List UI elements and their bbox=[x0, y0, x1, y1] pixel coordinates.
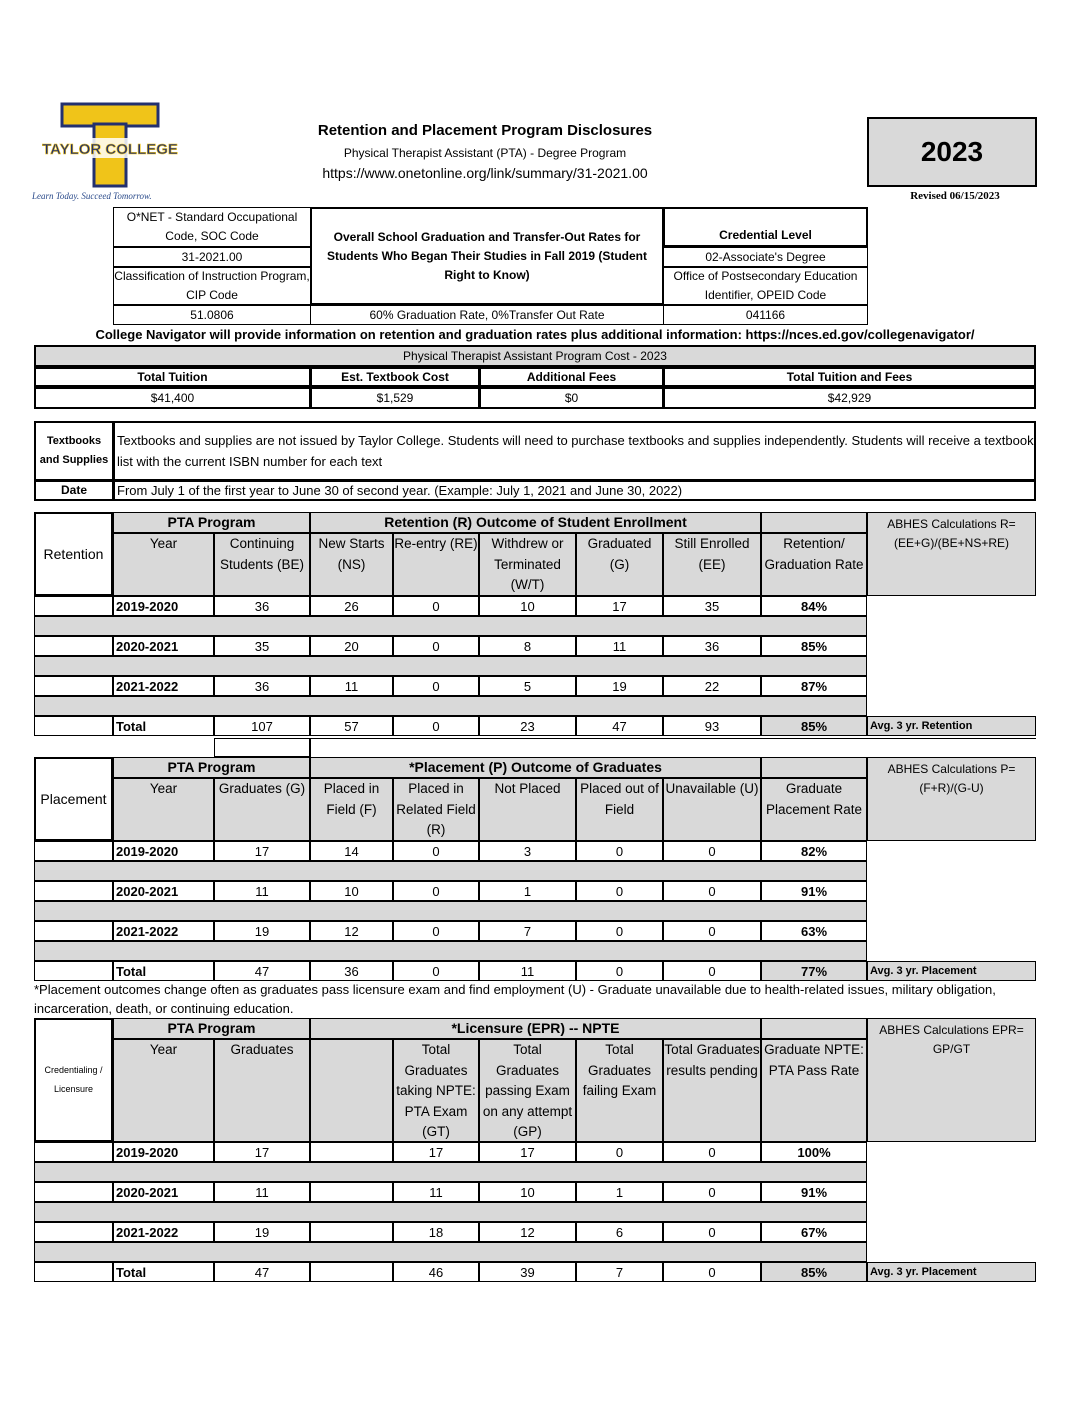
abhes-calculation: ABHES Calculations P=(F+R)/(G-U) bbox=[867, 757, 1036, 841]
page-subtitle: Physical Therapist Assistant (PTA) - Degree Program bbox=[343, 146, 627, 160]
soc-label: O*NET - Standard Occupational Code, SOC Code bbox=[113, 207, 311, 247]
data-cell bbox=[310, 1222, 393, 1242]
data-cell: 36 bbox=[214, 676, 310, 696]
row-year: 2020-2021 bbox=[113, 1182, 214, 1202]
row-year: Total bbox=[113, 716, 214, 736]
textbooks-label: Textbooks and Supplies bbox=[34, 421, 114, 481]
soc-value: 31-2021.00 bbox=[113, 247, 311, 267]
data-cell: 0 bbox=[576, 921, 663, 941]
data-cell: 85% bbox=[761, 636, 867, 656]
data-cell: 0 bbox=[663, 1182, 761, 1202]
row-spacer bbox=[34, 1182, 113, 1202]
data-cell: 23 bbox=[479, 716, 576, 736]
credential-label: Credential Level bbox=[663, 207, 868, 247]
column-header: Graduate NPTE: PTA Pass Rate bbox=[761, 1039, 867, 1142]
column-header: Total Graduates taking NPTE: PTA Exam (GT) bbox=[393, 1039, 479, 1142]
grad-rate-value: 60% Graduation Rate, 0%Transfer Out Rate bbox=[310, 305, 664, 325]
row-spacer bbox=[34, 596, 113, 616]
cip-label: Classification of Instruction Program, CIP Code bbox=[113, 267, 311, 305]
column-header: Year bbox=[113, 533, 214, 596]
data-cell: 47 bbox=[214, 1262, 310, 1282]
logo-text: TAYLOR COLLEGE bbox=[42, 141, 178, 158]
placement-footnote: *Placement outcomes change often as graduates pass licensure exam and find employment (U) - Graduate unavailable due to health-related issues, military obligation, incarceration, death, or continuing education. bbox=[34, 982, 996, 1016]
row-spacer bbox=[34, 676, 113, 696]
cost-value: $42,929 bbox=[663, 387, 1036, 409]
column-header: Placed out of Field bbox=[576, 778, 663, 841]
data-cell: 26 bbox=[310, 596, 393, 616]
row-year: 2021-2022 bbox=[113, 676, 214, 696]
row-spacer bbox=[34, 841, 113, 861]
data-cell: 47 bbox=[576, 716, 663, 736]
data-cell: 5 bbox=[479, 676, 576, 696]
data-cell: 10 bbox=[479, 1182, 576, 1202]
data-cell: 85% bbox=[761, 716, 867, 736]
data-cell: 14 bbox=[310, 841, 393, 861]
data-cell: 0 bbox=[663, 961, 761, 981]
separator-row bbox=[34, 861, 867, 881]
blank-header-cell bbox=[761, 1018, 867, 1039]
data-cell: 0 bbox=[663, 1142, 761, 1162]
column-header: Total Graduates results pending bbox=[663, 1039, 761, 1142]
column-header: Year bbox=[113, 1039, 214, 1142]
data-cell: 0 bbox=[393, 636, 479, 656]
row-year: 2020-2021 bbox=[113, 636, 214, 656]
column-header: Graduate Placement Rate bbox=[761, 778, 867, 841]
cost-header: Total Tuition and Fees bbox=[663, 367, 1036, 387]
blank-header-cell bbox=[761, 757, 867, 778]
row-year: Total bbox=[113, 961, 214, 981]
blank-cell bbox=[310, 738, 1036, 757]
page-url: https://www.onetonline.org/link/summary/31-2021.00 bbox=[322, 165, 648, 181]
page-title: Retention and Placement Program Disclosures bbox=[317, 122, 653, 139]
cost-header: Additional Fees bbox=[479, 367, 664, 387]
data-cell: 77% bbox=[761, 961, 867, 981]
data-cell: 7 bbox=[576, 1262, 663, 1282]
data-cell: 87% bbox=[761, 676, 867, 696]
cost-value: $1,529 bbox=[310, 387, 480, 409]
data-cell: 7 bbox=[479, 921, 576, 941]
row-spacer bbox=[34, 921, 113, 941]
cost-header: Est. Textbook Cost bbox=[310, 367, 480, 387]
data-cell: 57 bbox=[310, 716, 393, 736]
row-year: 2021-2022 bbox=[113, 921, 214, 941]
column-header: Unavailable (U) bbox=[663, 778, 761, 841]
college-navigator-note: College Navigator will provide information on retention and graduation rates plus additional information: https://nces.ed.gov/collegenavigator/ bbox=[95, 327, 975, 342]
data-cell: 17 bbox=[576, 596, 663, 616]
outcome-header: *Licensure (EPR) -- NPTE bbox=[310, 1018, 761, 1039]
column-header: Continuing Students (BE) bbox=[214, 533, 310, 596]
data-cell: 46 bbox=[393, 1262, 479, 1282]
data-cell: 0 bbox=[576, 881, 663, 901]
row-year: 2019-2020 bbox=[113, 1142, 214, 1162]
data-cell: 36 bbox=[310, 961, 393, 981]
column-header: New Starts (NS) bbox=[310, 533, 393, 596]
data-cell: 20 bbox=[310, 636, 393, 656]
data-cell: 39 bbox=[479, 1262, 576, 1282]
average-label: Avg. 3 yr. Placement bbox=[867, 1262, 1036, 1282]
cost-title: Physical Therapist Assistant Program Cost - 2023 bbox=[34, 345, 1036, 367]
data-cell: 82% bbox=[761, 841, 867, 861]
date-text: From July 1 of the first year to June 30 of second year. (Example: July 1, 2021 and June 30, 2022) bbox=[113, 480, 1036, 501]
data-cell: 0 bbox=[393, 841, 479, 861]
college-logo bbox=[32, 102, 188, 202]
data-cell: 3 bbox=[479, 841, 576, 861]
row-spacer bbox=[34, 1262, 113, 1282]
blank-cell bbox=[214, 738, 310, 757]
average-label: Avg. 3 yr. Retention bbox=[867, 716, 1036, 736]
data-cell: 11 bbox=[479, 961, 576, 981]
data-cell: 0 bbox=[576, 1142, 663, 1162]
program-header: PTA Program bbox=[113, 1018, 310, 1039]
data-cell: 22 bbox=[663, 676, 761, 696]
column-header: Placed in Field (F) bbox=[310, 778, 393, 841]
section-side-label: Placement bbox=[34, 757, 113, 841]
data-cell: 0 bbox=[663, 921, 761, 941]
row-spacer bbox=[34, 716, 113, 736]
section-side-label: Retention bbox=[34, 512, 113, 596]
data-cell: 19 bbox=[214, 1222, 310, 1242]
data-cell: 0 bbox=[393, 921, 479, 941]
textbooks-text: Textbooks and supplies are not issued by Taylor College. Students will need to purchase textbooks and supplies independently. Students will receive a textbook list with the current ISBN number for each text bbox=[113, 421, 1036, 481]
separator-row bbox=[34, 1242, 867, 1262]
data-cell: 0 bbox=[663, 881, 761, 901]
data-cell bbox=[310, 1142, 393, 1162]
data-cell: 91% bbox=[761, 1182, 867, 1202]
row-year: 2019-2020 bbox=[113, 841, 214, 861]
row-spacer bbox=[34, 881, 113, 901]
column-header: Total Graduates passing Exam on any attempt (GP) bbox=[479, 1039, 576, 1142]
data-cell: 10 bbox=[310, 881, 393, 901]
separator-row bbox=[34, 901, 867, 921]
separator-row bbox=[34, 1202, 867, 1222]
data-cell: 0 bbox=[393, 596, 479, 616]
column-header bbox=[310, 1039, 393, 1142]
outcome-header: *Placement (P) Outcome of Graduates bbox=[310, 757, 761, 778]
year-box: 2023 bbox=[867, 117, 1037, 187]
data-cell: 0 bbox=[663, 1262, 761, 1282]
program-header: PTA Program bbox=[113, 757, 310, 778]
column-header: Still Enrolled (EE) bbox=[663, 533, 761, 596]
data-cell: 11 bbox=[214, 881, 310, 901]
data-cell: 47 bbox=[214, 961, 310, 981]
average-label: Avg. 3 yr. Placement bbox=[867, 961, 1036, 981]
row-year: 2020-2021 bbox=[113, 881, 214, 901]
data-cell: 85% bbox=[761, 1262, 867, 1282]
data-cell: 11 bbox=[310, 676, 393, 696]
data-cell: 91% bbox=[761, 881, 867, 901]
data-cell: 12 bbox=[310, 921, 393, 941]
data-cell: 17 bbox=[393, 1142, 479, 1162]
section-side-label: Credentialing / Licensure bbox=[34, 1018, 113, 1142]
cost-header: Total Tuition bbox=[34, 367, 311, 387]
data-cell bbox=[310, 1182, 393, 1202]
data-cell: 8 bbox=[479, 636, 576, 656]
row-spacer bbox=[34, 636, 113, 656]
cip-value: 51.0806 bbox=[113, 305, 311, 325]
separator-row bbox=[34, 656, 867, 676]
row-spacer bbox=[34, 961, 113, 981]
date-label: Date bbox=[34, 480, 114, 501]
data-cell: 19 bbox=[576, 676, 663, 696]
blank-header-cell bbox=[761, 512, 867, 533]
data-cell: 36 bbox=[214, 596, 310, 616]
separator-row bbox=[34, 941, 867, 961]
column-header: Placed in Related Field (R) bbox=[393, 778, 479, 841]
column-header: Graduated (G) bbox=[576, 533, 663, 596]
data-cell: 6 bbox=[576, 1222, 663, 1242]
data-cell: 17 bbox=[479, 1142, 576, 1162]
separator-row bbox=[34, 696, 867, 716]
data-cell: 0 bbox=[576, 961, 663, 981]
row-year: 2021-2022 bbox=[113, 1222, 214, 1242]
data-cell: 1 bbox=[479, 881, 576, 901]
row-spacer bbox=[34, 1222, 113, 1242]
data-cell: 93 bbox=[663, 716, 761, 736]
column-header: Not Placed bbox=[479, 778, 576, 841]
column-header: Retention/ Graduation Rate bbox=[761, 533, 867, 596]
logo-tagline: Learn Today. Succeed Tomorrow. bbox=[32, 191, 152, 201]
data-cell: 107 bbox=[214, 716, 310, 736]
column-header: Graduates bbox=[214, 1039, 310, 1142]
abhes-calculation: ABHES Calculations EPR= GP/GT bbox=[867, 1018, 1036, 1142]
data-cell: 1 bbox=[576, 1182, 663, 1202]
data-cell: 19 bbox=[214, 921, 310, 941]
data-cell: 0 bbox=[576, 841, 663, 861]
data-cell: 67% bbox=[761, 1222, 867, 1242]
data-cell: 18 bbox=[393, 1222, 479, 1242]
column-header: Year bbox=[113, 778, 214, 841]
data-cell: 36 bbox=[663, 636, 761, 656]
cost-value: $41,400 bbox=[34, 387, 311, 409]
data-cell bbox=[310, 1262, 393, 1282]
data-cell: 12 bbox=[479, 1222, 576, 1242]
data-cell: 11 bbox=[214, 1182, 310, 1202]
data-cell: 0 bbox=[393, 961, 479, 981]
data-cell: 0 bbox=[663, 841, 761, 861]
data-cell: 11 bbox=[576, 636, 663, 656]
opeid-label: Office of Postsecondary Education Identifier, OPEID Code bbox=[663, 267, 868, 305]
data-cell: 10 bbox=[479, 596, 576, 616]
row-year: Total bbox=[113, 1262, 214, 1282]
data-cell: 63% bbox=[761, 921, 867, 941]
data-cell: 0 bbox=[393, 881, 479, 901]
data-cell: 11 bbox=[393, 1182, 479, 1202]
data-cell: 0 bbox=[393, 676, 479, 696]
grad-rate-label: Overall School Graduation and Transfer-Out Rates for Students Who Began Their Studies in Fall 2019 (Student Right to Know) bbox=[310, 207, 664, 305]
column-header: Re-entry (RE) bbox=[393, 533, 479, 596]
data-cell: 17 bbox=[214, 1142, 310, 1162]
data-cell: 17 bbox=[214, 841, 310, 861]
revised-date: Revised 06/15/2023 bbox=[910, 190, 1000, 202]
credential-value: 02-Associate's Degree bbox=[663, 247, 868, 267]
data-cell: 35 bbox=[663, 596, 761, 616]
column-header: Total Graduates failing Exam bbox=[576, 1039, 663, 1142]
outcome-header: Retention (R) Outcome of Student Enrollment bbox=[310, 512, 761, 533]
row-spacer bbox=[34, 1142, 113, 1162]
separator-row bbox=[34, 1162, 867, 1182]
column-header: Graduates (G) bbox=[214, 778, 310, 841]
column-header: Withdrew or Terminated (W/T) bbox=[479, 533, 576, 596]
abhes-calculation: ABHES Calculations R=(EE+G)/(BE+NS+RE) bbox=[867, 512, 1036, 596]
data-cell: 0 bbox=[393, 716, 479, 736]
data-cell: 35 bbox=[214, 636, 310, 656]
separator-row bbox=[34, 616, 867, 636]
cost-value: $0 bbox=[479, 387, 664, 409]
data-cell: 0 bbox=[663, 1222, 761, 1242]
data-cell: 84% bbox=[761, 596, 867, 616]
opeid-value: 041166 bbox=[663, 305, 868, 325]
row-year: 2019-2020 bbox=[113, 596, 214, 616]
program-header: PTA Program bbox=[113, 512, 310, 533]
data-cell: 100% bbox=[761, 1142, 867, 1162]
